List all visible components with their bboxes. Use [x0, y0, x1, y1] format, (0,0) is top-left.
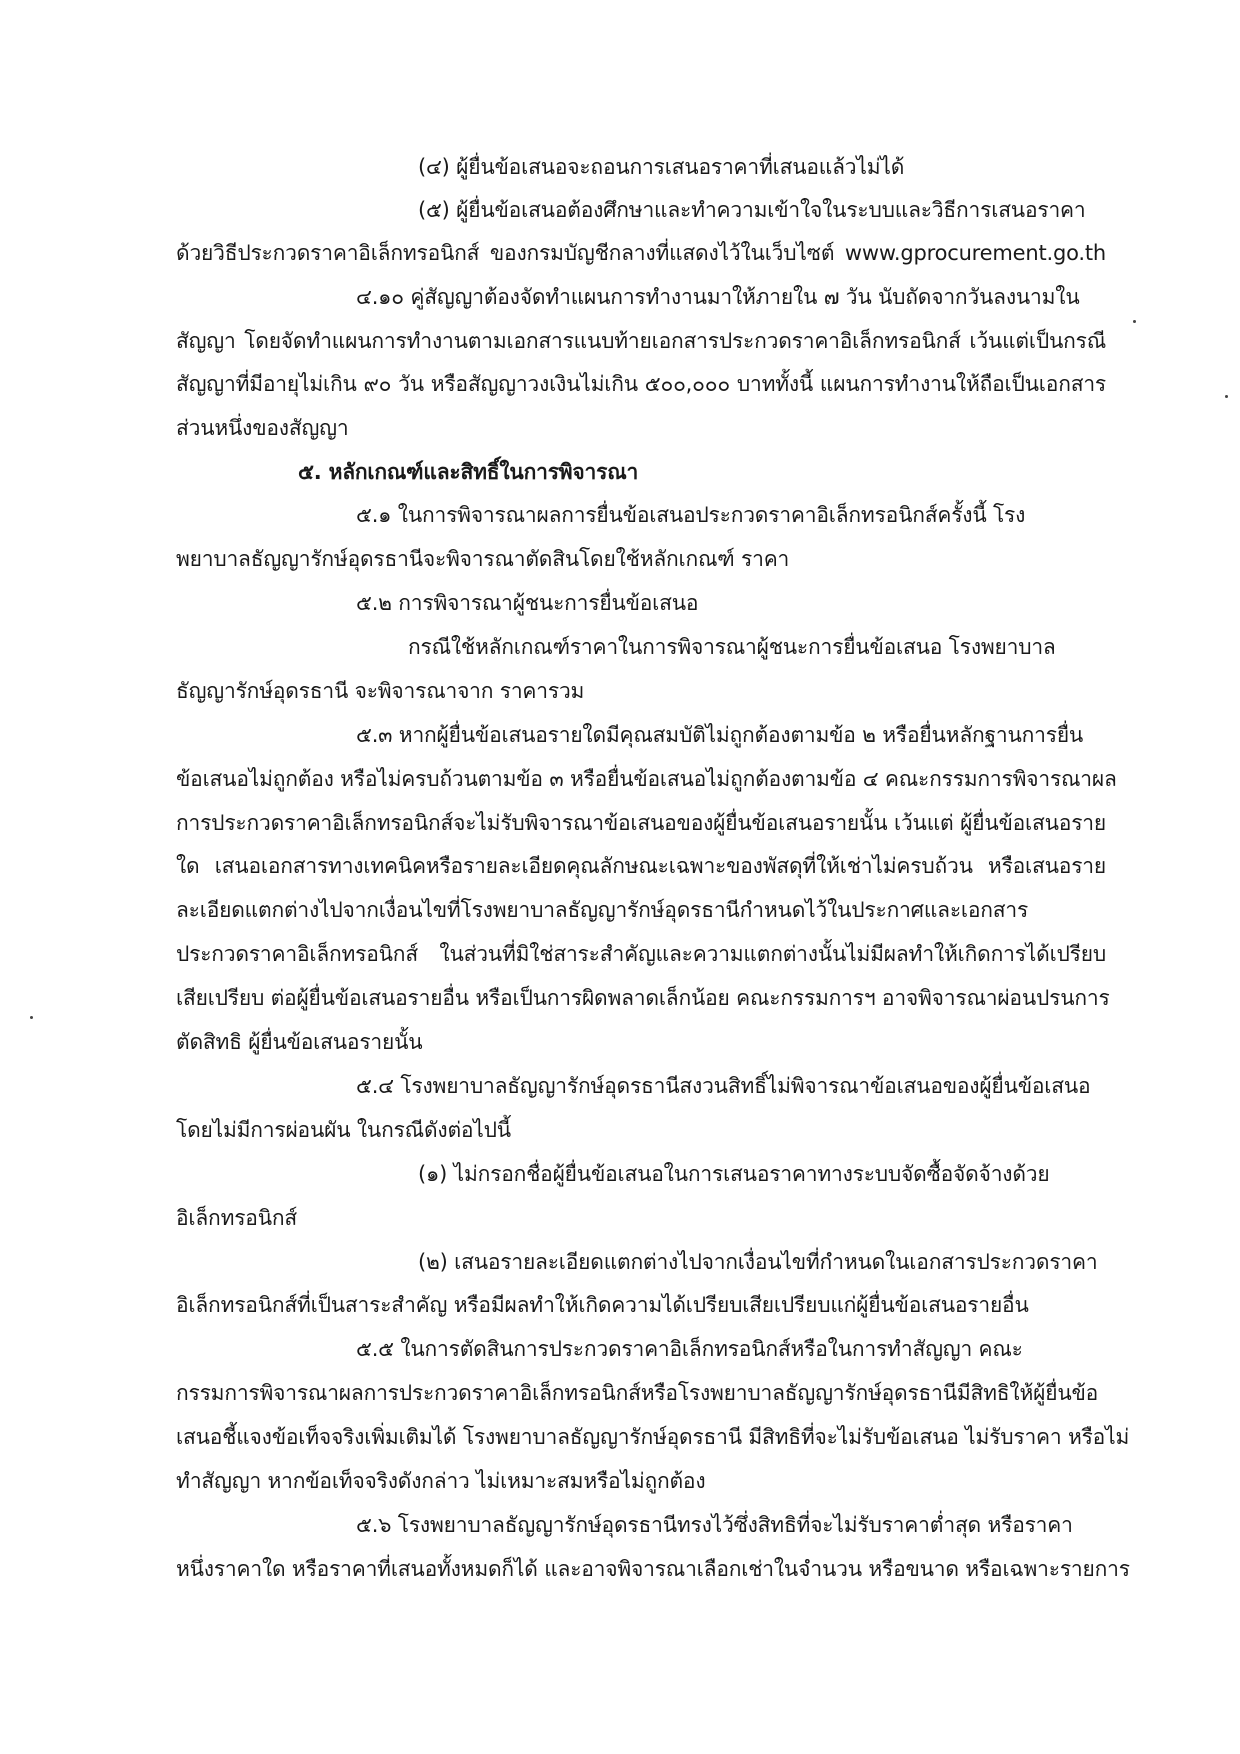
text-line: โดยไม่มีการผ่อนผัน ในกรณีดังต่อไปนี้ — [176, 1118, 511, 1142]
scan-speck — [30, 1016, 33, 1019]
clause-5-5: ๕.๕ ในการตัดสินการประกวดราคาอิเล็กทรอนิกส์หรือในการทำสัญญา คณะ — [356, 1337, 1023, 1361]
text-line: ส่วนหนึ่งของสัญญา — [176, 416, 349, 440]
text-line: ประกวดราคาอิเล็กทรอนิกส์ ในส่วนที่มิใช่สาระสำคัญและความแตกต่างนั้นไม่มีผลทำให้เกิดการได้เปรียบ — [176, 942, 1106, 966]
text-line: กรณีใช้หลักเกณฑ์ราคาในการพิจารณาผู้ชนะการยื่นข้อเสนอ โรงพยาบาล — [408, 635, 1056, 659]
clause-4-9-4: (๔) ผู้ยื่นข้อเสนอจะถอนการเสนอราคาที่เสนอแล้วไม่ได้ — [418, 155, 905, 179]
text-line: ละเอียดแตกต่างไปจากเงื่อนไขที่โรงพยาบาลธัญญารักษ์อุดรธานีกำหนดไว้ในประกาศและเอกสาร — [176, 898, 1029, 922]
text-line: สัญญา โดยจัดทำแผนการทำงานตามเอกสารแนบท้ายเอกสารประกวดราคาอิเล็กทรอนิกส์ เว้นแต่เป็นกรณี — [176, 329, 1106, 353]
text-line: ทำสัญญา หากข้อเท็จจริงดังกล่าว ไม่เหมาะสมหรือไม่ถูกต้อง — [176, 1469, 706, 1493]
text-line: ตัดสิทธิ ผู้ยื่นข้อเสนอรายนั้น — [176, 1030, 423, 1054]
clause-5-4: ๕.๔ โรงพยาบาลธัญญารักษ์อุดรธานีสงวนสิทธิ์ไม่พิจารณาข้อเสนอของผู้ยื่นข้อเสนอ — [356, 1074, 1091, 1098]
clause-4-9-5: (๕) ผู้ยื่นข้อเสนอต้องศึกษาและทำความเข้าใจในระบบและวิธีการเสนอราคา — [418, 198, 1086, 222]
text-line: ข้อเสนอไม่ถูกต้อง หรือไม่ครบถ้วนตามข้อ ๓ หรือยื่นข้อเสนอไม่ถูกต้องตามข้อ ๔ คณะกรรมการพิจารณาผล — [176, 767, 1117, 791]
text-line: ด้วยวิธีประกวดราคาอิเล็กทรอนิกส์ ของกรมบัญชีกลางที่แสดงไว้ในเว็บไซต์ www.gprocurement.go.th — [176, 241, 1106, 265]
section-5-heading: ๕. หลักเกณฑ์และสิทธิ์ในการพิจารณา — [298, 460, 639, 484]
text-line: กรรมการพิจารณาผลการประกวดราคาอิเล็กทรอนิกส์หรือโรงพยาบาลธัญญารักษ์อุดรธานีมีสิทธิให้ผู้ยื่นข้อ — [176, 1381, 1099, 1405]
text-line: เสนอชี้แจงข้อเท็จจริงเพิ่มเติมได้ โรงพยาบาลธัญญารักษ์อุดรธานี มีสิทธิที่จะไม่รับข้อเสนอ ไม่รับราคา หรือไม่ — [176, 1425, 1130, 1449]
clause-4-10: ๔.๑๐ คู่สัญญาต้องจัดทำแผนการทำงานมาให้ภายใน ๗ วัน นับถัดจากวันลงนามใน — [356, 285, 1080, 309]
clause-5-4-1: (๑) ไม่กรอกชื่อผู้ยื่นข้อเสนอในการเสนอราคาทางระบบจัดซื้อจัดจ้างด้วย — [418, 1162, 1050, 1186]
clause-5-6: ๕.๖ โรงพยาบาลธัญญารักษ์อุดรธานีทรงไว้ซึ่งสิทธิที่จะไม่รับราคาต่ำสุด หรือราคา — [356, 1513, 1073, 1537]
text-line: อิเล็กทรอนิกส์ — [176, 1206, 297, 1230]
text-line: อิเล็กทรอนิกส์ที่เป็นสาระสำคัญ หรือมีผลทำให้เกิดความได้เปรียบเสียเปรียบแก่ผู้ยื่นข้อเสนอรายอื่น — [176, 1293, 1029, 1317]
clause-5-4-2: (๒) เสนอรายละเอียดแตกต่างไปจากเงื่อนไขที่กำหนดในเอกสารประกวดราคา — [418, 1250, 1098, 1274]
clause-5-3: ๕.๓ หากผู้ยื่นข้อเสนอรายใดมีคุณสมบัติไม่ถูกต้องตามข้อ ๒ หรือยื่นหลักฐานการยื่น — [356, 723, 1084, 747]
scan-speck — [1225, 395, 1228, 398]
text-line: ธัญญารักษ์อุดรธานี จะพิจารณาจาก ราคารวม — [176, 679, 585, 703]
text-line: การประกวดราคาอิเล็กทรอนิกส์จะไม่รับพิจารณาข้อเสนอของผู้ยื่นข้อเสนอรายนั้น เว้นแต่ ผู้ยื่นข้อเสนอราย — [176, 811, 1106, 835]
text-line: พยาบาลธัญญารักษ์อุดรธานีจะพิจารณาตัดสินโดยใช้หลักเกณฑ์ ราคา — [176, 547, 790, 571]
clause-5-2: ๕.๒ การพิจารณาผู้ชนะการยื่นข้อเสนอ — [356, 591, 699, 615]
text-line: หนึ่งราคาใด หรือราคาที่เสนอทั้งหมดก็ได้ และอาจพิจารณาเลือกเช่าในจำนวน หรือขนาด หรือเฉพาะรายการ — [176, 1557, 1130, 1581]
text-line: ใด เสนอเอกสารทางเทคนิคหรือรายละเอียดคุณลักษณะเฉพาะของพัสดุที่ให้เช่าไม่ครบถ้วน หรือเสนอราย — [176, 854, 1106, 878]
clause-5-1: ๕.๑ ในการพิจารณาผลการยื่นข้อเสนอประกวดราคาอิเล็กทรอนิกส์ครั้งนี้ โรง — [356, 503, 1026, 527]
text-line: เสียเปรียบ ต่อผู้ยื่นข้อเสนอรายอื่น หรือเป็นการผิดพลาดเล็กน้อย คณะกรรมการฯ อาจพิจารณาผ่อนปรนการ — [176, 986, 1110, 1010]
scan-speck — [1133, 320, 1136, 323]
text-line: สัญญาที่มีอายุไม่เกิน ๙๐ วัน หรือสัญญาวงเงินไม่เกิน ๕๐๐,๐๐๐ บาททั้งนี้ แผนการทำงานให้ถือเป็นเอกสาร — [176, 372, 1106, 396]
